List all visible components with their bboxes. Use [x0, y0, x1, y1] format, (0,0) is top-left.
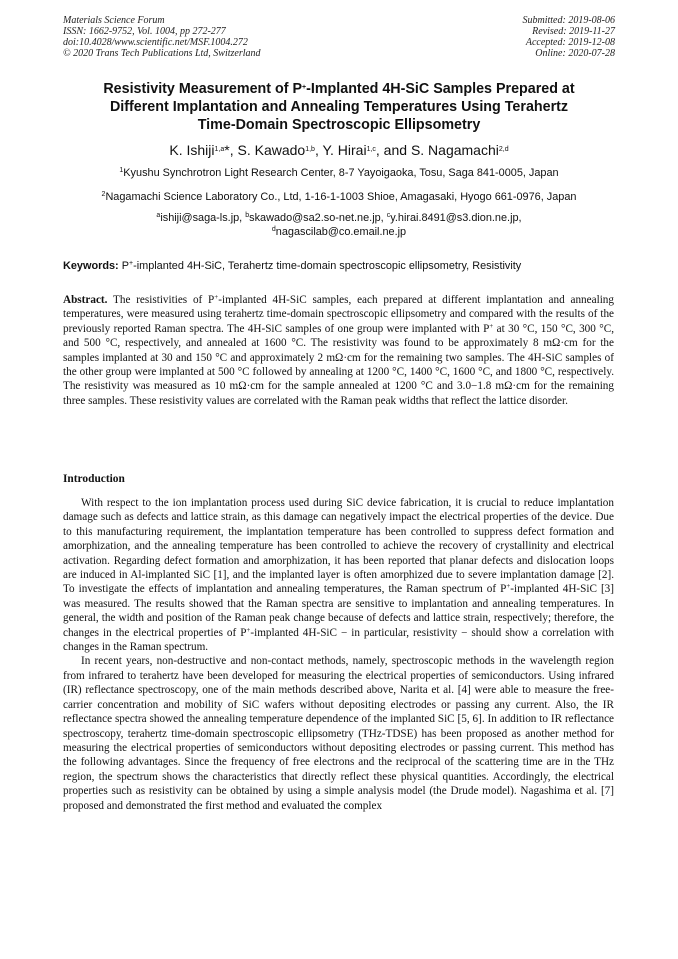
author-list: K. Ishiji$^{1,a}$*, S. Kawado$^{1,b}$, Y. Hirai$^{1,c}$, and S. Nagamachi$^{2,d}$ [169, 142, 509, 158]
email-link[interactable]: nagascilab@co.email.ne.jp [275, 226, 407, 238]
paragraph: With respect to the ion implantation process used during SiC device fabrication, it is crucial to reduce implantation damage such as defects and lattice strain, as this damage can negatively impact the electrical properties of the device. Due to this manufacturing requirement, the implantation temperature has been controlled to suppress defect formation and amorphization, and the annealing temperature has been controlled to achieve the recovery of crystallinity and electrical activation. Regarding defect formation and amorphization, it has been reported that planar defects and dislocation loops are induced in Al-implanted SiC [1], and the implanted layer is often amorphized due to severe implantation damage [2]. To investigate the effects of implantation and annealing temperatures, the Raman spectrum of P+-implanted 4H-SiC [3] was measured. The results showed that the Raman spectra are sensitive to implantation and annealing temperatures. In general, the width and position of the Raman peak change because of defects and lattice strain, respectively; therefore, the changes in the electrical properties of P+-implanted 4H-SiC − in particular, resistivity − should show a correlation with changes in the Raman spectrum. [63, 497, 614, 654]
section-heading: Introduction [63, 473, 125, 485]
email-link[interactable]: skawado@sa2.so-net.ne.jp, [249, 212, 387, 224]
date-accepted: Accepted: 2019-12-08 [525, 37, 615, 48]
author-name: S. Kawado [237, 142, 306, 158]
journal-name: Materials Science Forum [63, 15, 165, 26]
author-emails: $^a$ishiji@saga-ls.jp, $^b$skawado@sa2.so-net.ne.jp, $^c$y.hirai.8491@s3.dion.ne.jp, $^d$nagascilab@co.email.ne.jp [156, 212, 522, 238]
paragraph: In recent years, non-destructive and non-contact methods, namely, spectroscopic methods in the wavelength region from infrared to terahertz have been developed for measuring the electrical properties of semiconductors. Using infrared (IR) reflectance spectroscopy, one of the main methods described above, Narita et al. [4] were able to measure the free-carrier concentration and mobility of SiC wafers without depositing electrodes or passing any current. Also, the IR reflectance spectra showed the annealing temperature dependence of the implanted SiC [5, 6]. In addition to IR reflectance spectroscopy, terahertz time-domain spectroscopic ellipsometry (THz-TDSE) has been proposed as another method for measuring the electrical properties of semiconductors without depositing electrodes or passing current. This method has the following advantages. Since the frequency of free electrons and the reciprocal of the scattering time are in the THz region, the spectrum shows the characteristics that directly reflect these physical quantities. Accordingly, the electrical properties such as resistivity can be obtained by using a simple analysis model (the Drude model). Nagashima et al. [7] proposed and demonstrated the first method and evaluated the complex [63, 655, 614, 812]
introduction-body [63, 496, 614, 813]
journal-issn: ISSN: 1662-9752, Vol. 1004, pp 272-277 [63, 26, 226, 37]
author-name: K. Ishiji [169, 142, 215, 158]
journal-copyright: © 2020 Trans Tech Publications Ltd, Switzerland [63, 48, 261, 59]
email-link[interactable]: ishiji@saga-ls.jp, [160, 212, 246, 224]
affiliation-1: $^1$Kyushu Synchrotron Light Research Center, 8-7 Yayoigaoka, Tosu, Saga 841-0005, Japan [119, 167, 559, 179]
date-online: Online: 2020-07-28 [535, 48, 615, 59]
keywords-label: Keywords: [63, 260, 119, 272]
keywords: Keywords: P+-implanted 4H-SiC, Terahertz time-domain spectroscopic ellipsometry, Resistivity [63, 260, 522, 272]
date-revised: Revised: 2019-11-27 [532, 26, 615, 37]
author-name: Y. Hirai [322, 142, 367, 158]
email-link[interactable]: y.hirai.8491@s3.dion.ne.jp, [390, 212, 522, 224]
abstract-label: Abstract. [63, 294, 108, 306]
abstract: Abstract. The resistivities of P+-implanted 4H-SiC samples, each prepared at different implantation and annealing temperatures, were measured using terahertz time-domain spectroscopic ellipsometry and compared with the results of the previously reported Raman spectra. The 4H-SiC samples of one group were implanted with P+ at 30 °C, 150 °C, 300 °C, and 500 °C, respectively, and annealed at 1600 °C. The resistivity was found to be approximately 8 mΩ·cm for the samples implanted at 30 and 150 °C and approximately 2 mΩ·cm for the remaining two samples. The 4H-SiC samples of the other group were implanted at 500 °C followed by annealing at 1200 °C, 1400 °C, 1600 °C, and 1800 °C, respectively. The resistivity was measured as 10 mΩ·cm for the sample annealed at 1200 °C and 3.0−1.8 mΩ·cm for the remaining three samples. These resistivity values are correlated with the Raman peak widths that reflect the lattice disorder. [63, 293, 614, 407]
author-name: S. Nagamachi [410, 142, 499, 158]
journal-doi[interactable]: doi:10.4028/www.scientific.net/MSF.1004.272 [63, 37, 248, 48]
affiliation-2: $^2$Nagamachi Science Laboratory Co., Ltd, 1-16-1-1003 Shioe, Amagasaki, Hyogo 661-0976, Japan [101, 191, 577, 203]
paper-title: Resistivity Measurement of P+-Implanted 4H-SiC Samples Prepared at Different Implantation and Annealing Temperatures Using Terahertz Time-Domain Spectroscopic Ellipsometry [103, 81, 575, 133]
publication-dates [523, 15, 616, 59]
date-submitted: Submitted: 2019-08-06 [522, 15, 615, 26]
journal-info [63, 15, 261, 59]
